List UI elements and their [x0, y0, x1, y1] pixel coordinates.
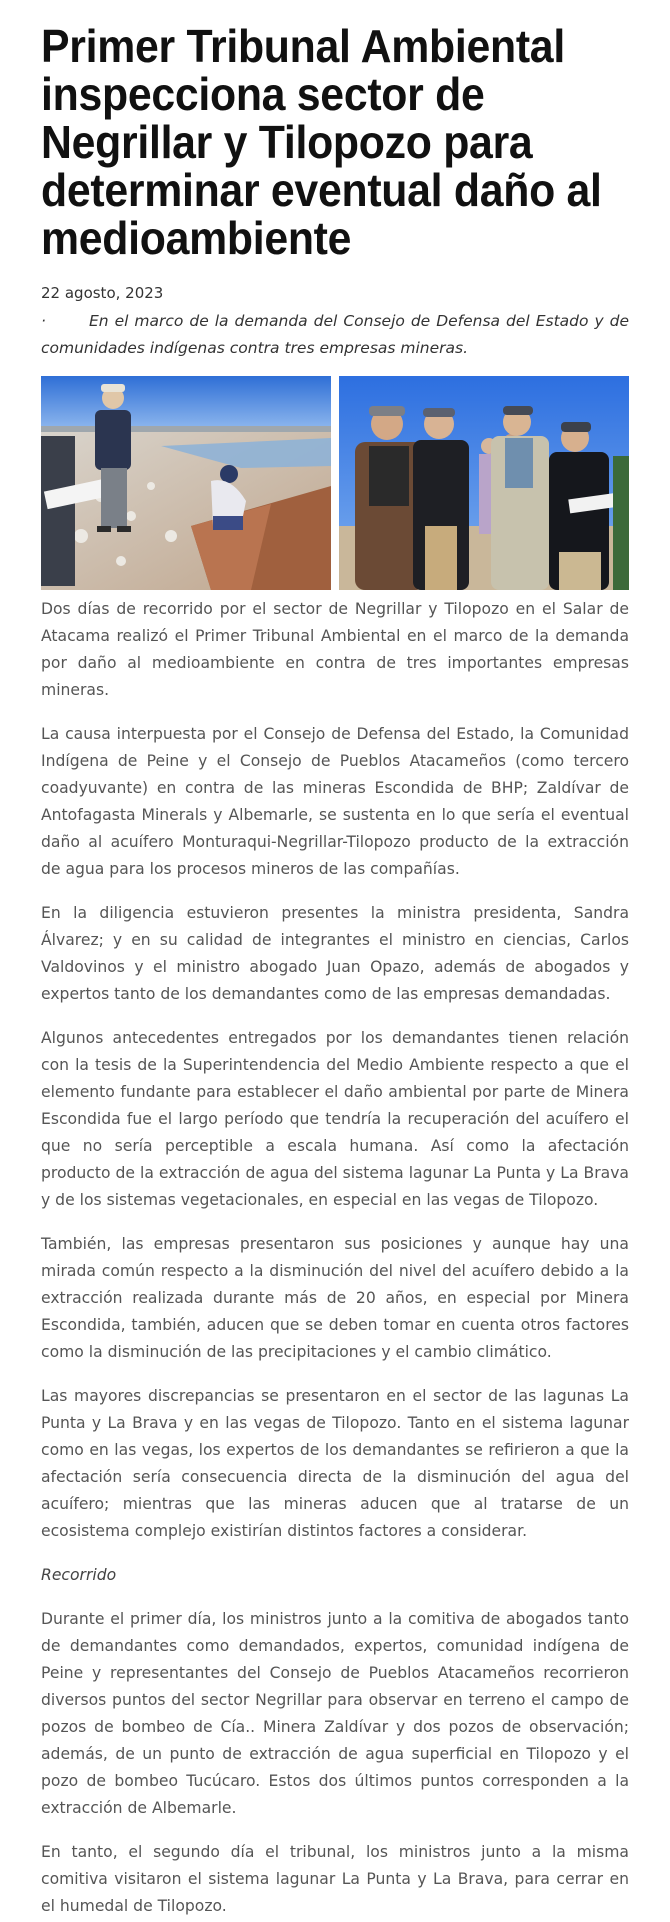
photo-gallery — [41, 376, 629, 590]
lead-text: En el marco de la demanda del Consejo de Defensa del Estado y de comunidades indígenas contra tres empresas mineras. — [41, 312, 629, 357]
lead-bullet: · — [41, 312, 46, 330]
section-subheading: Recorrido — [41, 1566, 117, 1584]
paragraph-2: La causa interpuesta por el Consejo de Defensa del Estado, la Comunidad Indígena de Peine y el Consejo de Pueblos Atacameños (como tercero coadyuvante) en contra de las mineras Escondida de BHP; Zaldívar de Antofagasta Minerals y Albemarle, se sustenta en lo que sería el eventual daño al acuífero Monturaqui-Negrillar-Tilopozo producto de la extracción de agua para los procesos mineros de las compañías. — [41, 725, 629, 878]
photo-group-discussion[interactable] — [339, 376, 629, 590]
paragraph-8: En tanto, el segundo día el tribunal, los ministros junto a la misma comitiva visitaron el sistema lagunar La Punta y La Brava, para cerrar en el humedal de Tilopozo. — [41, 1843, 629, 1915]
publish-date: 22 agosto, 2023 — [41, 284, 164, 302]
paragraph-1: Dos días de recorrido por el sector de Negrillar y Tilopozo en el Salar de Atacama realizó el Primer Tribunal Ambiental en el marco de la demanda por daño al medioambiente en contra de tres importantes empresas mineras. — [41, 600, 629, 699]
paragraph-7: Durante el primer día, los ministros junto a la comitiva de abogados tanto de demandantes como demandados, expertos, comunidad indígena de Peine y representantes del Consejo de Pueblos Atacameños recorrieron diversos puntos del sector Negrillar para observar en terreno el campo de pozos de bombeo de Cía.. Minera Zaldívar y dos pozos de observación; además, de un punto de extracción de agua superficial en Tilopozo y el pozo de bombeo Tucúcaro. Estos dos últimos puntos corresponden a la extracción de Albemarle. — [41, 1610, 629, 1817]
photo-salt-flat-inspection[interactable] — [41, 376, 331, 590]
article-title: Primer Tribunal Ambiental inspecciona sector de Negrillar y Tilopozo para determinar eventual daño al medioambiente — [41, 20, 602, 264]
paragraph-3: En la diligencia estuvieron presentes la ministra presidenta, Sandra Álvarez; y en su calidad de integrantes el ministro en ciencias, Carlos Valdovinos y el ministro abogado Juan Opazo, además de abogados y expertos tanto de los demandantes como de las empresas demandadas. — [41, 904, 629, 1003]
group-photo-image — [339, 376, 629, 590]
article-lead — [41, 308, 629, 362]
paragraph-6: Las mayores discrepancias se presentaron en el sector de las lagunas La Punta y La Brava y en las vegas de Tilopozo. Tanto en el sistema lagunar como en las vegas, los expertos de los demandantes se refirieron a que la afectación sería consecuencia directa de la disminución del agua del acuífero; mientras que las mineras aducen que al tratarse de un ecosistema complejo existirían distintos factores a considerar. — [41, 1387, 629, 1540]
paragraph-5: También, las empresas presentaron sus posiciones y aunque hay una mirada común respecto a la disminución del nivel del acuífero debido a la extracción realizada durante más de 20 años, en especial por Minera Escondida, también, aducen que se deben tomar en cuenta otros factores como la disminución de las precipitaciones y el cambio climático. — [41, 1235, 629, 1361]
paragraph-4: Algunos antecedentes entregados por los demandantes tienen relación con la tesis de la Superintendencia del Medio Ambiente respecto a que el elemento fundante para establecer el daño ambiental por parte de Minera Escondida fue el largo período que tendría la recuperación del acuífero el que no sería perceptible a escala humana. Así como la afectación producto de la extracción de agua del sistema lagunar La Punta y La Brava y de los sistemas vegetacionales, en especial en las vegas de Tilopozo. — [41, 1029, 629, 1209]
salt-flat-photo-image — [41, 376, 331, 590]
